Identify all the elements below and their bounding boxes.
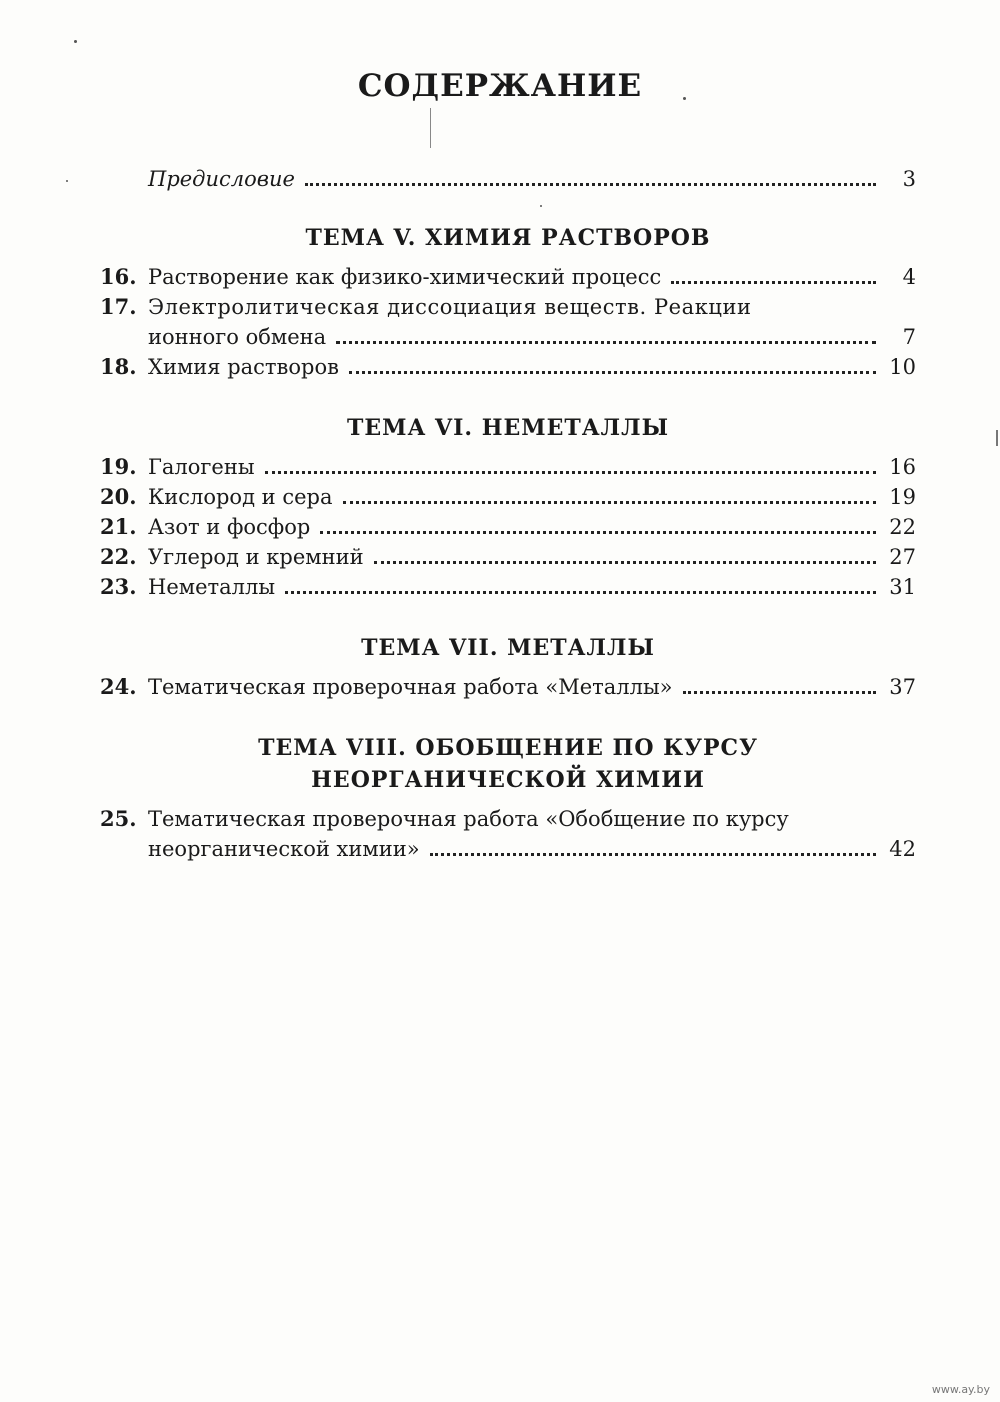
toc-entry-number: 21.: [100, 514, 137, 539]
toc-page-number: 4: [902, 265, 916, 289]
toc-entry[interactable]: [100, 542, 916, 572]
toc-page-number: 22: [889, 515, 916, 539]
toc-entry-text: ионного обмена: [148, 325, 327, 349]
toc-entry-text: Химия растворов: [148, 355, 339, 379]
toc-entry-text: Азот и фосфор: [148, 515, 311, 539]
toc-page-number: 3: [902, 167, 916, 191]
toc-entry-text: Тематическая проверочная работа «Металлы»: [148, 675, 673, 699]
toc-entry-number: 17.: [100, 294, 137, 319]
toc-entry[interactable]: [100, 292, 916, 352]
toc-entry[interactable]: [100, 262, 916, 292]
toc-page-number: 27: [889, 545, 916, 569]
toc-entry[interactable]: [100, 512, 916, 542]
section-heading-line1: ТЕМА VIII. ОБОБЩЕНИЕ ПО КУРСУ: [258, 735, 758, 761]
toc-entry[interactable]: [100, 804, 916, 864]
toc-entry-text: Растворение как физико-химический процесс: [148, 265, 662, 289]
toc-entry-number: 22.: [100, 544, 137, 569]
toc-page-number: 7: [902, 325, 916, 349]
toc-entry-text-line1: Тематическая проверочная работа «Обобщение по курсу: [148, 807, 789, 831]
toc-page-number: 19: [889, 485, 916, 509]
toc-page-number: 16: [889, 455, 916, 479]
scan-speck: [683, 97, 686, 100]
toc-entry[interactable]: [100, 482, 916, 512]
dot-leader: [374, 561, 876, 564]
dot-leader: [336, 341, 876, 344]
toc-entry-text-line1: Электролитическая диссоциация веществ. Реакции: [148, 295, 752, 319]
section-heading-line2: НЕОРГАНИЧЕСКОЙ ХИМИИ: [311, 767, 705, 793]
toc-entry-number: 16.: [100, 264, 137, 289]
dot-leader: [430, 853, 876, 856]
toc-entry-text: неорганической химии»: [148, 837, 420, 861]
toc-entry-text: Предисловие: [148, 167, 295, 191]
toc-entry[interactable]: [100, 352, 916, 382]
toc-entry-number: 25.: [100, 806, 137, 831]
scan-speck: [996, 430, 998, 446]
dot-leader: [683, 691, 876, 694]
toc-page-number: 42: [889, 837, 916, 861]
toc-entry-text: Галогены: [148, 455, 255, 479]
scan-speck: [66, 180, 68, 182]
dot-leader: [265, 471, 876, 474]
scan-speck: [74, 40, 77, 43]
toc-page-number: 10: [889, 355, 916, 379]
section-heading: ТЕМА VII. МЕТАЛЛЫ: [361, 635, 655, 661]
toc-entry-number: 20.: [100, 484, 137, 509]
toc-entry-number: 19.: [100, 454, 137, 479]
dot-leader: [285, 591, 876, 594]
section-heading: ТЕМА V. ХИМИЯ РАСТВОРОВ: [305, 225, 711, 251]
section-heading: [100, 732, 916, 796]
toc-entry-number: 24.: [100, 674, 137, 699]
toc-page-number: 31: [889, 575, 916, 599]
dot-leader: [320, 531, 876, 534]
dot-leader: [343, 501, 876, 504]
scan-speck: [430, 108, 431, 148]
table-of-contents: [100, 164, 916, 864]
toc-entry[interactable]: [100, 452, 916, 482]
toc-entry-number: 23.: [100, 574, 137, 599]
dot-leader: [349, 371, 876, 374]
toc-entry-text: Неметаллы: [148, 575, 276, 599]
toc-entry[interactable]: [100, 572, 916, 602]
page-title: СОДЕРЖАНИЕ: [357, 68, 643, 104]
toc-entry-text: Кислород и сера: [148, 485, 333, 509]
section-heading: ТЕМА VI. НЕМЕТАЛЛЫ: [346, 415, 670, 441]
dot-leader: [305, 183, 876, 186]
toc-entry-text: Углерод и кремний: [148, 545, 364, 569]
watermark: www.ay.by: [931, 1383, 990, 1396]
toc-entry-preface[interactable]: [100, 164, 916, 194]
scan-speck: [540, 205, 542, 207]
toc-entry-number: 18.: [100, 354, 137, 379]
toc-page-number: 37: [889, 675, 916, 699]
dot-leader: [671, 281, 876, 284]
toc-entry[interactable]: [100, 672, 916, 702]
